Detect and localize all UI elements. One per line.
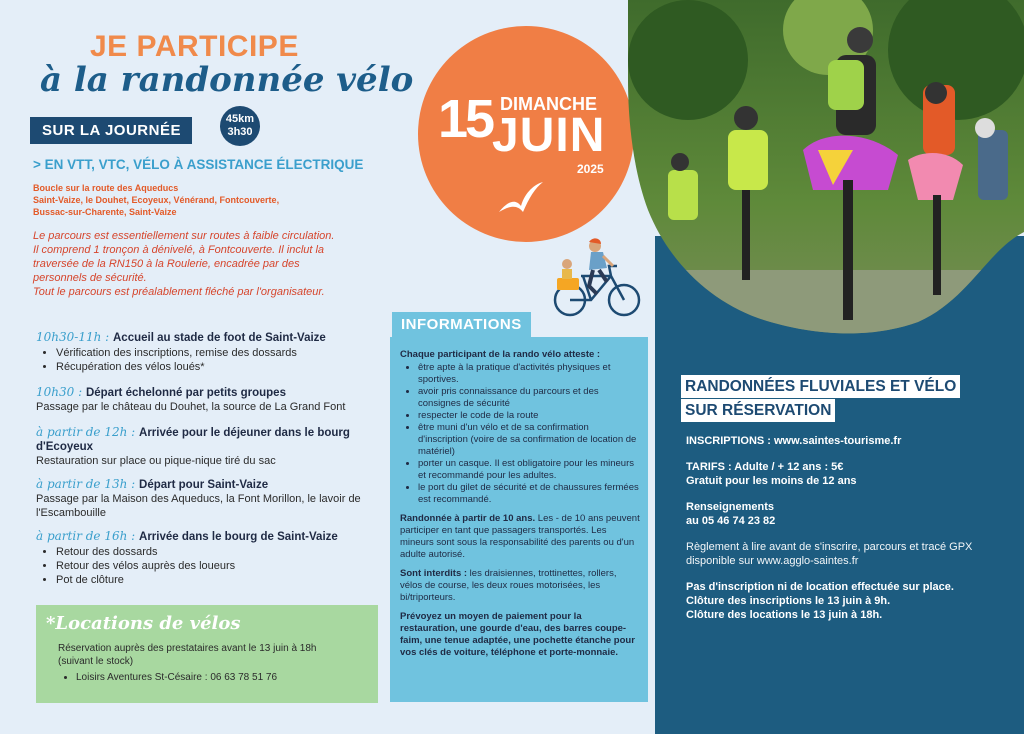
step-time: à partir de 16h : <box>36 529 140 543</box>
list-item: • Retour des vélos auprès des loueurs <box>56 559 386 573</box>
route-boucle-1: Boucle sur la route des Aqueducs <box>33 183 179 193</box>
info-age-bold: Randonnée à partir de 10 ans. <box>400 513 536 524</box>
note-line: Pas d'inscription ni de location effectuée sur place. <box>686 581 954 593</box>
date-year: 2025 <box>577 162 604 176</box>
info-forbidden-bold: Sont interdits : <box>400 568 468 579</box>
list-item: • respecter le code de la route <box>418 410 640 422</box>
reglement-text: Règlement à lire avant de s'inscrire, parcours et tracé GPX disponible sur www.agglo-saintes.fr <box>686 541 973 567</box>
reservation-title-line: RANDONNÉES FLUVIALES ET VÉLO <box>681 375 960 398</box>
title-randonnee-velo: à la randonnée vélo <box>40 60 414 100</box>
route-towns <box>33 182 363 218</box>
step-text: Restauration sur place ou pique-nique tiré du sac <box>36 455 276 467</box>
parcours-line: Il comprend 1 tronçon à dénivelé, à Fontcouverte. Il inclut la <box>33 244 325 256</box>
list-item: • Vérification des inscriptions, remise des dossards <box>56 346 386 360</box>
list-item: • Pot de clôture <box>56 573 386 587</box>
step-time: 10h30-11h : <box>36 330 113 344</box>
route-boucle-3: Bussac-sur-Charente, Saint-Vaize <box>33 207 177 217</box>
step-title: Départ échelonné par petits groupes <box>85 387 286 399</box>
schedule-step-4 <box>36 477 386 520</box>
reservation-title <box>681 375 960 422</box>
distance-duration-badge <box>220 106 260 146</box>
note-line: Clôture des locations le 13 juin à 18h. <box>686 609 883 621</box>
step-title: Arrivée pour le déjeuner dans le bourg d'Ecoyeux <box>36 427 350 453</box>
locations-velos-box <box>36 605 378 703</box>
route-description <box>33 229 373 299</box>
step-time: à partir de 12h : <box>36 425 140 439</box>
date-day-number: 15 <box>438 89 493 149</box>
schedule-step-3 <box>36 425 386 468</box>
step-text: Passage par le château du Douhet, la source de La Grand Font <box>36 401 346 413</box>
step-text: Passage par la Maison des Aqueducs, la Font Morillon, le lavoir de l'Escambouille <box>36 493 361 519</box>
locations-body <box>46 642 368 668</box>
bike-types-line: > EN VTT, VTC, VÉLO À ASSISTANCE ÉLECTRIQUE <box>33 157 364 172</box>
parcours-line: personnels de sécurité. <box>33 272 147 284</box>
seagull-icon <box>495 178 547 218</box>
tarifs-free-line: Gratuit pour les moins de 12 ans <box>686 475 857 487</box>
list-item: • avoir pris connaissance du parcours et des consignes de sécurité <box>418 386 640 410</box>
list-item: • Loisirs Aventures St-Césaire : 06 63 78 51 76 <box>76 671 368 684</box>
tarifs-line: TARIFS : Adulte / + 12 ans : 5€ <box>686 461 844 473</box>
locations-text: Réservation auprès des prestataires avant le 13 juin à 18h <box>58 643 317 654</box>
info-age-text: Les - de 10 ans peuvent participer en tant que passagers transportés. Les mineurs sont sous la responsabilité des parents ou d'un adulte autorisé. <box>400 513 640 560</box>
schedule-step-1 <box>36 330 386 374</box>
parcours-line: Le parcours est essentiellement sur routes à faible circulation. <box>33 230 335 242</box>
step-title: Départ pour Saint-Vaize <box>139 479 269 491</box>
date-weekday: DIMANCHE <box>500 94 597 114</box>
info-forbidden-text: les draisiennes, trottinettes, rollers, vélos de course, les deux roues motorisées, les bi/triporteurs. <box>400 568 617 603</box>
list-item: • être muni d'un vélo et de sa confirmation d'inscription (voire de sa confirmation de location de matériel) <box>418 422 640 458</box>
info-advice: Prévoyez un moyen de paiement pour la restauration, une gourde d'eau, des barres coupe-faim, une tenue adaptée, une pochette étanche pour vos clés de voiture, téléphone et porte-monnaie. <box>400 611 635 658</box>
step-title: Accueil au stade de foot de Saint-Vaize <box>113 332 326 344</box>
list-item: • porter un casque. Il est obligatoire pour les mineurs et recommandé pour les adultes. <box>418 458 640 482</box>
informations-title: INFORMATIONS <box>392 312 531 337</box>
informations-box <box>390 337 648 702</box>
list-item: • être apte à la pratique d'activités physiques et sportives. <box>418 362 640 386</box>
schedule <box>36 330 386 587</box>
phone-number: au 05 46 74 23 82 <box>686 515 776 527</box>
title-je-participe: JE PARTICIPE <box>90 30 299 63</box>
date-month: JUIN <box>492 109 606 162</box>
list-item: • le port du gilet de sécurité et de chaussures fermées est recommandé. <box>418 482 640 506</box>
schedule-step-2 <box>36 385 386 414</box>
renseignements-label: Renseignements <box>686 501 775 513</box>
info-intro: Chaque participant de la rando vélo atteste : <box>400 349 601 360</box>
badge-distance: 45km <box>225 113 255 125</box>
inscriptions-line: INSCRIPTIONS : www.saintes-tourisme.fr <box>686 435 902 447</box>
parcours-line: traversée de la RN150 à la Roulerie, encadrée par des <box>33 258 300 270</box>
locations-text: (suivant le stock) <box>58 656 134 667</box>
parcours-line: Tout le parcours est préalablement fléché par l'organisateur. <box>33 286 325 298</box>
step-time: 10h30 : <box>36 385 86 399</box>
reservation-details <box>686 434 1006 634</box>
note-line: Clôture des inscriptions le 13 juin à 9h. <box>686 595 891 607</box>
schedule-step-5 <box>36 529 386 587</box>
locations-title: *Locations de vélos <box>46 613 241 634</box>
list-item: • Retour des dossards <box>56 545 386 559</box>
step-time: à partir de 13h : <box>36 477 140 491</box>
step-title: Arrivée dans le bourg de Saint-Vaize <box>139 531 338 543</box>
sur-la-journee-label: SUR LA JOURNÉE <box>30 117 192 144</box>
reservation-title-line: SUR RÉSERVATION <box>681 399 835 422</box>
route-boucle-2: Saint-Vaize, le Douhet, Ecoyeux, Vénérand, Fontcouverte, <box>33 195 280 205</box>
list-item: • Récupération des vélos loués* <box>56 360 386 374</box>
badge-duration: 3h30 <box>227 126 253 138</box>
cyclists-photo <box>628 0 1024 340</box>
